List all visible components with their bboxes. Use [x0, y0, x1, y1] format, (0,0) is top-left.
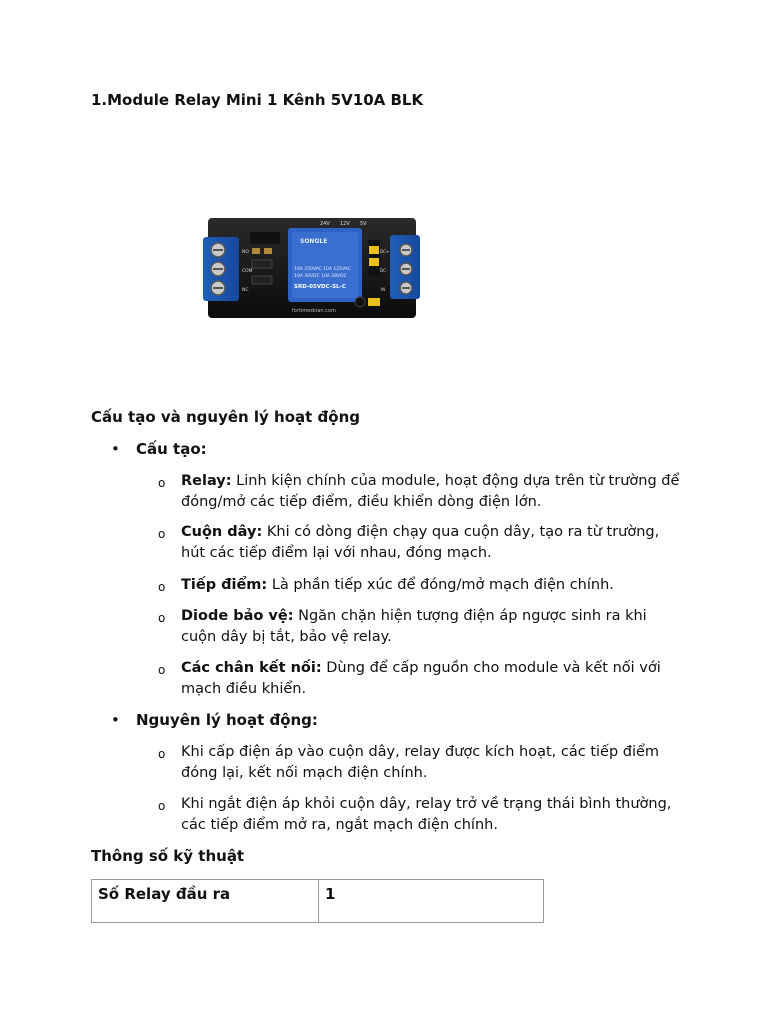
- item-description: Khi có dòng điện chạy qua cuộn dây, tạo ra từ trường, hút các tiếp điểm lại với nhau, đóng mạch.: [181, 524, 660, 561]
- item-description: Là phần tiếp xúc để đóng/mở mạch điện chính.: [267, 577, 614, 593]
- jumper-label-24v: 24V: [320, 221, 330, 227]
- list-item-energize: [158, 742, 688, 784]
- list-item-diode: [158, 606, 688, 648]
- bullet-label-principle: Nguyên lý hoạt động:: [136, 711, 318, 729]
- bullet-label-structure: Cấu tạo:: [136, 440, 207, 458]
- spec-value-cell: 1: [319, 880, 544, 923]
- relay-rating-1: 10A 250VAC 10A 125VAC: [294, 267, 351, 272]
- sub-marker: o: [158, 799, 166, 813]
- sub-marker: o: [158, 747, 166, 761]
- jumper-label-5v: 5V: [360, 221, 367, 227]
- relay-model-text: SRD-05VDC-SL-C: [294, 284, 346, 290]
- list-item-pins: [158, 658, 688, 700]
- item-term: Cuộn dây:: [181, 524, 263, 540]
- pin-label-no: NO: [242, 250, 249, 255]
- bullet-marker: •: [111, 711, 120, 729]
- item-description: Dùng để cấp nguồn cho module và kết nối với mạch điều khiển.: [181, 660, 661, 697]
- relay-module-photo-icon: [200, 212, 422, 322]
- item-description: Linh kiện chính của module, hoạt động dựa trên từ trường để đóng/mở các tiếp điểm, điều khiển dòng điện lớn.: [181, 473, 680, 510]
- section-heading-structure: Cấu tạo và nguyên lý hoạt động: [91, 408, 361, 426]
- sub-marker: o: [158, 663, 166, 677]
- item-description: Khi ngắt điện áp khỏi cuộn dây, relay trở về trạng thái bình thường, các tiếp điểm mở ra, ngắt mạch điện chính.: [181, 796, 672, 833]
- list-item-deenergize: [158, 794, 688, 836]
- pin-label-dcminus: DC-: [380, 268, 388, 273]
- list-item-coil: [158, 522, 688, 564]
- item-description: Khi cấp điện áp vào cuộn dây, relay được kích hoạt, các tiếp điểm đóng lại, kết nối mạch điện chính.: [181, 744, 660, 781]
- pin-label-com: COM: [242, 269, 253, 274]
- item-term: Tiếp điểm:: [181, 577, 268, 593]
- sub-marker: o: [158, 476, 166, 490]
- item-term: Các chân kết nối:: [181, 660, 322, 676]
- sub-marker: o: [158, 611, 166, 625]
- item-description: Ngăn chặn hiện tượng điện áp ngược sinh ra khi cuộn dây bị tắt, bảo vệ relay.: [181, 608, 647, 645]
- pin-label-dcplus: DC+: [380, 249, 390, 254]
- section-heading-specs: Thông số kỹ thuật: [91, 847, 245, 865]
- document-title: 1.Module Relay Mini 1 Kênh 5V10A BLK: [91, 91, 424, 109]
- spec-table: [91, 879, 544, 923]
- bullet-marker: •: [111, 440, 120, 458]
- sub-marker: o: [158, 527, 166, 541]
- pin-label-in: IN: [381, 287, 386, 292]
- spec-key-cell: Số Relay đầu ra: [92, 880, 319, 923]
- item-term: Relay:: [181, 473, 232, 489]
- list-item-relay: [158, 471, 688, 513]
- relay-brand-text: SONGLE: [300, 238, 328, 245]
- sub-marker: o: [158, 580, 166, 594]
- table-row: [92, 880, 544, 923]
- list-item-contact: [158, 575, 688, 596]
- pin-label-nc: NC: [242, 288, 249, 293]
- item-term: Diode bảo vệ:: [181, 608, 294, 624]
- relay-rating-2: 10A 30VDC 10A 28VDC: [294, 274, 347, 279]
- board-website-text: fortimexkian.com: [292, 308, 336, 314]
- jumper-label-12v: 12V: [340, 221, 350, 227]
